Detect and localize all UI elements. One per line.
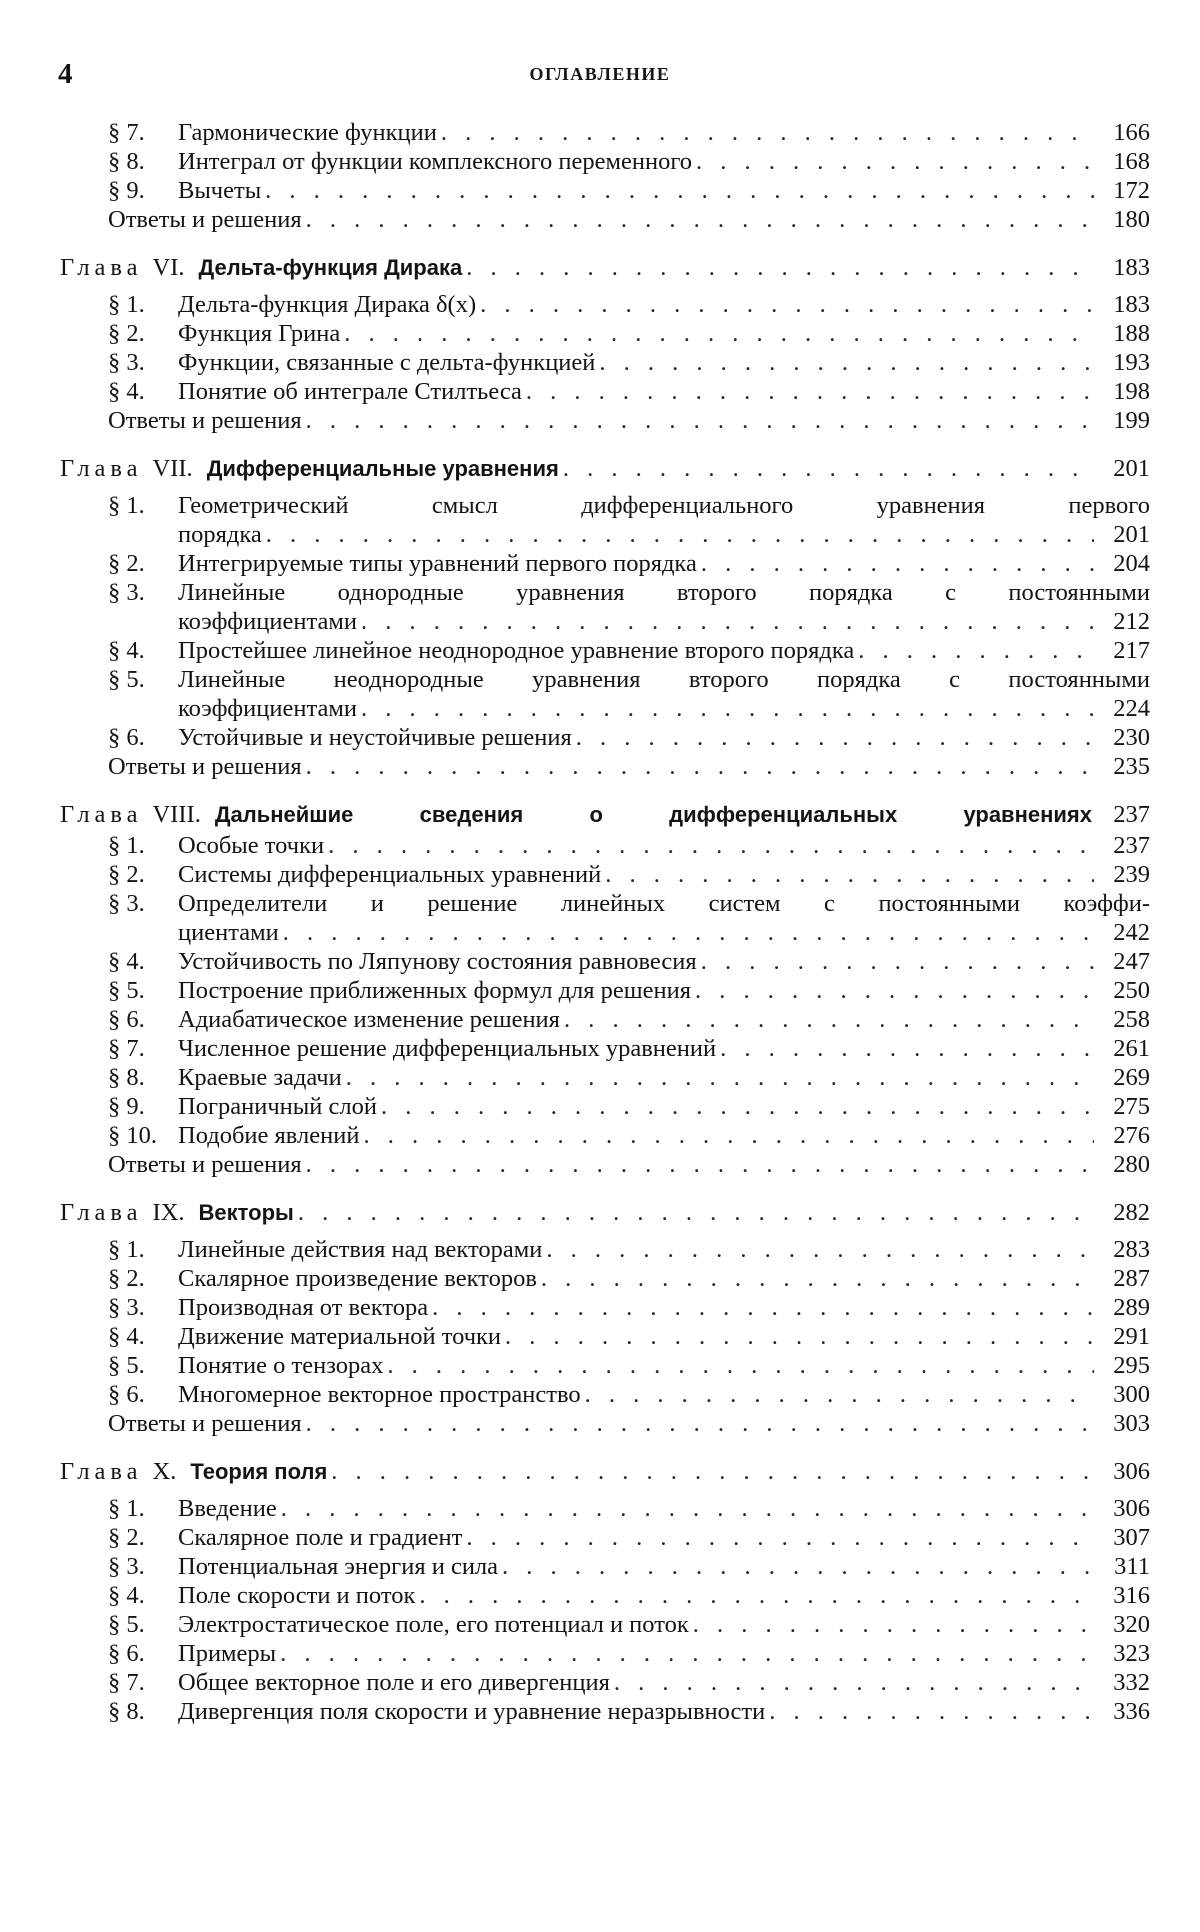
chapter-title: Дельта-функция Дирака — [198, 255, 463, 280]
section-number: § 5. — [108, 1352, 145, 1379]
entry-title: Потенциальная энергия и сила — [178, 1553, 499, 1580]
chapter-heading — [60, 251, 1150, 284]
toc-entry — [60, 1063, 1150, 1092]
section-number: § 5. — [108, 1611, 145, 1638]
entry-page: 306 — [1113, 1495, 1150, 1522]
section-number: § 4. — [108, 948, 145, 975]
dot-leader — [585, 1380, 1094, 1409]
entry-page: 300 — [1113, 1381, 1150, 1408]
chapter-heading — [60, 798, 1150, 831]
entry-page: 172 — [1113, 177, 1150, 204]
section-number: § 5. — [108, 977, 145, 1004]
entry-title: Функции, связанные с дельта-функцией — [178, 349, 596, 376]
toc-entry — [60, 1121, 1150, 1150]
section-number: § 3. — [108, 579, 145, 606]
dot-leader — [328, 831, 1094, 860]
entry-page: 168 — [1113, 148, 1150, 175]
toc-entry — [60, 1668, 1150, 1697]
section-number: § 9. — [108, 177, 145, 204]
toc-entry — [60, 1293, 1150, 1322]
toc-entry — [60, 491, 1150, 520]
section-number: § 1. — [108, 1495, 145, 1522]
dot-leader — [306, 1150, 1094, 1179]
toc-entry — [60, 1034, 1150, 1063]
entry-page: 276 — [1113, 1122, 1150, 1149]
toc-entry — [60, 118, 1150, 147]
chapter-block — [60, 1455, 1150, 1726]
dot-leader — [695, 976, 1094, 1005]
section-number: § 8. — [108, 1064, 145, 1091]
dot-leader — [526, 377, 1094, 406]
chapter-heading — [60, 452, 1150, 485]
chapter-number: VIII. — [152, 801, 201, 828]
dot-leader — [614, 1668, 1094, 1697]
entry-title: Геометрический смысл дифференциального уравнения первого — [178, 492, 1150, 519]
entry-title-continuation: коэффициентами — [178, 695, 358, 722]
dot-leader — [306, 406, 1094, 435]
entry-page: 193 — [1113, 349, 1150, 376]
dot-leader — [281, 1494, 1094, 1523]
entry-page: 280 — [1113, 1151, 1150, 1178]
entry-title: Линейные однородные уравнения второго порядка с постоянными — [178, 579, 1150, 606]
entry-page: 212 — [1113, 608, 1150, 635]
entry-title: Определители и решение линейных систем с постоянными коэффи- — [178, 890, 1150, 917]
section-number: § 3. — [108, 890, 145, 917]
entry-page: 183 — [1113, 291, 1150, 318]
chapter-entries — [60, 831, 1150, 1179]
toc-entry — [60, 1264, 1150, 1293]
dot-leader — [387, 1351, 1094, 1380]
entry-page: 311 — [1114, 1553, 1150, 1580]
entry-title: Ответы и решения — [108, 407, 302, 434]
entry-page: 188 — [1113, 320, 1150, 347]
entry-title: Скалярное произведение векторов — [178, 1265, 537, 1292]
dot-leader — [480, 290, 1094, 319]
entry-title: Ответы и решения — [108, 206, 302, 233]
entry-title-continuation: порядка — [178, 521, 262, 548]
chapter-heading — [60, 1196, 1150, 1229]
section-number: § 2. — [108, 1524, 145, 1551]
dot-leader — [701, 549, 1094, 578]
entry-title: Дельта-функция Дирака δ(x) — [178, 291, 477, 318]
entry-title: Подобие явлений — [178, 1122, 360, 1149]
entry-page: 303 — [1113, 1410, 1150, 1437]
entry-title: Движение материальной точки — [178, 1323, 502, 1350]
section-number: § 1. — [108, 291, 145, 318]
dot-leader — [432, 1293, 1094, 1322]
toc-entry — [60, 831, 1150, 860]
entry-page: 261 — [1113, 1035, 1150, 1062]
entry-page: 275 — [1113, 1093, 1150, 1120]
dot-leader — [576, 723, 1094, 752]
chapter-entries — [60, 1235, 1150, 1438]
toc-entry — [60, 348, 1150, 377]
dot-leader — [541, 1264, 1094, 1293]
entry-title: Примеры — [178, 1640, 277, 1667]
entry-title-continuation: коэффициентами — [178, 608, 358, 635]
section-number: § 6. — [108, 1006, 145, 1033]
entry-title: Ответы и решения — [108, 1151, 302, 1178]
toc-entry-continuation — [60, 520, 1150, 549]
section-number: § 5. — [108, 666, 145, 693]
entry-page: 320 — [1113, 1611, 1150, 1638]
dot-leader — [858, 636, 1094, 665]
entry-title: Производная от вектора — [178, 1294, 429, 1321]
entry-page: 323 — [1113, 1640, 1150, 1667]
entry-title: Построение приближенных формул для решения — [178, 977, 692, 1004]
entry-page: 247 — [1113, 948, 1150, 975]
entry-page: 166 — [1113, 119, 1150, 146]
entry-page: 287 — [1113, 1265, 1150, 1292]
toc-entry-continuation — [60, 918, 1150, 947]
dot-leader — [599, 348, 1094, 377]
entry-page: 307 — [1113, 1524, 1150, 1551]
toc-entry — [60, 290, 1150, 319]
entry-title: Адиабатическое изменение решения — [178, 1006, 560, 1033]
dot-leader — [546, 1235, 1094, 1264]
toc-entry — [60, 636, 1150, 665]
table-of-contents — [60, 118, 1150, 1726]
entry-title: Устойчивость по Ляпунову состояния равновесия — [178, 948, 697, 975]
answers-entry — [60, 406, 1150, 435]
entry-page: 250 — [1113, 977, 1150, 1004]
toc-entry — [60, 889, 1150, 918]
entry-title: Пограничный слой — [178, 1093, 377, 1120]
chapter-number: X. — [152, 1458, 177, 1485]
dot-leader — [361, 694, 1094, 723]
section-number: § 1. — [108, 1236, 145, 1263]
dot-leader — [564, 1005, 1094, 1034]
chapter-block — [60, 452, 1150, 781]
section-number: § 2. — [108, 1265, 145, 1292]
entry-title: Линейные неоднородные уравнения второго порядка с постоянными — [178, 666, 1150, 693]
entry-title: Скалярное поле и градиент — [178, 1524, 463, 1551]
entry-title-continuation: циентами — [178, 919, 279, 946]
entry-page: 291 — [1113, 1323, 1150, 1350]
chapter-entries — [60, 290, 1150, 435]
section-number: § 6. — [108, 1640, 145, 1667]
chapter-entries — [60, 491, 1150, 781]
dot-leader — [505, 1322, 1094, 1351]
dot-leader — [419, 1581, 1094, 1610]
entry-title: Интегрируемые типы уравнений первого порядка — [178, 550, 697, 577]
running-head: ОГЛАВЛЕНИЕ — [529, 64, 671, 84]
chapter-page: 237 — [1113, 801, 1150, 828]
entry-page: 332 — [1113, 1669, 1150, 1696]
toc-entry-continuation — [60, 694, 1150, 723]
entry-title: Дивергенция поля скорости и уравнение неразрывности — [178, 1698, 766, 1725]
entry-page: 198 — [1113, 378, 1150, 405]
entry-title: Простейшее линейное неоднородное уравнение второго порядка — [178, 637, 855, 664]
entry-page: 269 — [1113, 1064, 1150, 1091]
dot-leader — [696, 147, 1094, 176]
chapter-title: Теория поля — [190, 1459, 328, 1484]
entry-title: Ответы и решения — [108, 1410, 302, 1437]
chapter-number: VII. — [152, 455, 193, 482]
entry-title: Особые точки — [178, 832, 325, 859]
dot-leader — [720, 1034, 1094, 1063]
toc-entry — [60, 1610, 1150, 1639]
section-number: § 3. — [108, 349, 145, 376]
toc-entry — [60, 1005, 1150, 1034]
section-number: § 8. — [108, 148, 145, 175]
toc-entry — [60, 947, 1150, 976]
section-number: § 4. — [108, 1323, 145, 1350]
entry-page: 242 — [1113, 919, 1150, 946]
entry-page: 258 — [1113, 1006, 1150, 1033]
entry-title: Краевые задачи — [178, 1064, 342, 1091]
section-number: § 1. — [108, 492, 145, 519]
section-number: § 3. — [108, 1294, 145, 1321]
toc-entry — [60, 1494, 1150, 1523]
entry-page: 204 — [1113, 550, 1150, 577]
entry-page: 283 — [1113, 1236, 1150, 1263]
toc-entry — [60, 1092, 1150, 1121]
chapter-word: Глава — [60, 801, 143, 828]
entry-title: Электростатическое поле, его потенциал и поток — [178, 1611, 689, 1638]
section-number: § 9. — [108, 1093, 145, 1120]
entry-page: 336 — [1113, 1698, 1150, 1725]
entry-title: Введение — [178, 1495, 277, 1522]
chapter-word: Глава — [60, 1199, 143, 1226]
entry-title: Ответы и решения — [108, 753, 302, 780]
dot-leader — [265, 176, 1094, 205]
section-number: § 2. — [108, 550, 145, 577]
entry-page: 217 — [1113, 637, 1150, 664]
toc-entry — [60, 976, 1150, 1005]
chapter-word: Глава — [60, 1458, 143, 1485]
section-number: § 4. — [108, 1582, 145, 1609]
section-number: § 2. — [108, 861, 145, 888]
toc-entry — [60, 1322, 1150, 1351]
chapter-number: VI. — [152, 254, 185, 281]
toc-entry — [60, 1552, 1150, 1581]
entry-page: 180 — [1113, 206, 1150, 233]
chapter-number: IX. — [152, 1199, 185, 1226]
chapter-title: Векторы — [198, 1200, 294, 1225]
toc-entry — [60, 665, 1150, 694]
answers-entry — [60, 752, 1150, 781]
entry-title: Линейные действия над векторами — [178, 1236, 543, 1263]
entry-title: Общее векторное поле и его дивергенция — [178, 1669, 610, 1696]
dot-leader — [344, 319, 1094, 348]
dot-leader — [563, 452, 1094, 485]
entry-page: 201 — [1113, 521, 1150, 548]
toc-entry — [60, 549, 1150, 578]
toc-entry — [60, 860, 1150, 889]
entry-title: Устойчивые и неустойчивые решения — [178, 724, 572, 751]
entry-title: Системы дифференциальных уравнений — [178, 861, 602, 888]
section-number: § 6. — [108, 1381, 145, 1408]
section-number: § 4. — [108, 637, 145, 664]
chapter-page: 282 — [1113, 1199, 1150, 1226]
chapter-page: 201 — [1113, 455, 1150, 482]
dot-leader — [283, 918, 1094, 947]
section-number: § 1. — [108, 832, 145, 859]
toc-entry — [60, 1523, 1150, 1552]
dot-leader — [605, 860, 1094, 889]
section-number: § 8. — [108, 1698, 145, 1725]
entry-title: Понятие о тензорах — [178, 1352, 384, 1379]
answers-entry — [60, 1409, 1150, 1438]
section-number: § 7. — [108, 119, 145, 146]
toc-entry — [60, 1639, 1150, 1668]
toc-entry — [60, 147, 1150, 176]
dot-leader — [306, 205, 1094, 234]
entry-page: 289 — [1113, 1294, 1150, 1321]
chapter-block — [60, 1196, 1150, 1438]
dot-leader — [361, 607, 1094, 636]
entry-page: 239 — [1113, 861, 1150, 888]
entry-title: Гармонические функции — [178, 119, 437, 146]
toc-entry — [60, 1697, 1150, 1726]
section-number: § 7. — [108, 1035, 145, 1062]
dot-leader — [701, 947, 1094, 976]
section-number: § 4. — [108, 378, 145, 405]
dot-leader — [331, 1455, 1094, 1488]
entry-title: Вычеты — [178, 177, 262, 204]
answers-entry — [60, 205, 1150, 234]
entry-title: Многомерное векторное пространство — [178, 1381, 581, 1408]
section-number: § 7. — [108, 1669, 145, 1696]
toc-entry — [60, 723, 1150, 752]
toc-entry — [60, 1581, 1150, 1610]
entry-page: 295 — [1113, 1352, 1150, 1379]
toc-entry — [60, 1380, 1150, 1409]
answers-entry — [60, 1150, 1150, 1179]
section-number: § 3. — [108, 1553, 145, 1580]
entry-title: Интеграл от функции комплексного переменного — [178, 148, 693, 175]
dot-leader — [306, 1409, 1094, 1438]
entry-title: Численное решение дифференциальных уравнений — [178, 1035, 717, 1062]
entry-page: 237 — [1113, 832, 1150, 859]
chapter-heading — [60, 1455, 1150, 1488]
dot-leader — [346, 1063, 1094, 1092]
dot-leader — [363, 1121, 1094, 1150]
dot-leader — [466, 251, 1094, 284]
dot-leader — [502, 1552, 1094, 1581]
dot-leader — [306, 752, 1094, 781]
entry-title: Понятие об интеграле Стилтьеса — [178, 378, 522, 405]
chapter-title: Дальнейшие сведения о дифференциальных уравнениях — [214, 802, 1092, 827]
dot-leader — [381, 1092, 1094, 1121]
chapter-title: Дифференциальные уравнения — [206, 456, 559, 481]
page-number: 4 — [58, 58, 73, 90]
dot-leader — [441, 118, 1094, 147]
dot-leader — [466, 1523, 1094, 1552]
chapter-block — [60, 798, 1150, 1179]
toc-continued-entries — [60, 118, 1150, 234]
entry-page: 316 — [1113, 1582, 1150, 1609]
toc-entry — [60, 1235, 1150, 1264]
toc-entry — [60, 377, 1150, 406]
dot-leader — [769, 1697, 1094, 1726]
chapter-page: 306 — [1113, 1458, 1150, 1485]
entry-title: Функция Грина — [178, 320, 341, 347]
entry-page: 224 — [1113, 695, 1150, 722]
section-number: § 10. — [108, 1122, 157, 1149]
chapter-word: Глава — [60, 254, 143, 281]
dot-leader — [280, 1639, 1094, 1668]
entry-page: 230 — [1113, 724, 1150, 751]
chapter-block — [60, 251, 1150, 435]
toc-entry — [60, 1351, 1150, 1380]
chapter-entries — [60, 1494, 1150, 1726]
toc-entry — [60, 578, 1150, 607]
section-number: § 2. — [108, 320, 145, 347]
chapter-page: 183 — [1113, 254, 1150, 281]
dot-leader — [298, 1196, 1094, 1229]
chapter-word: Глава — [60, 455, 143, 482]
entry-page: 199 — [1113, 407, 1150, 434]
toc-entry-continuation — [60, 607, 1150, 636]
entry-page: 235 — [1113, 753, 1150, 780]
entry-title: Поле скорости и поток — [178, 1582, 416, 1609]
toc-entry — [60, 319, 1150, 348]
dot-leader — [693, 1610, 1094, 1639]
dot-leader — [266, 520, 1094, 549]
section-number: § 6. — [108, 724, 145, 751]
toc-entry — [60, 176, 1150, 205]
